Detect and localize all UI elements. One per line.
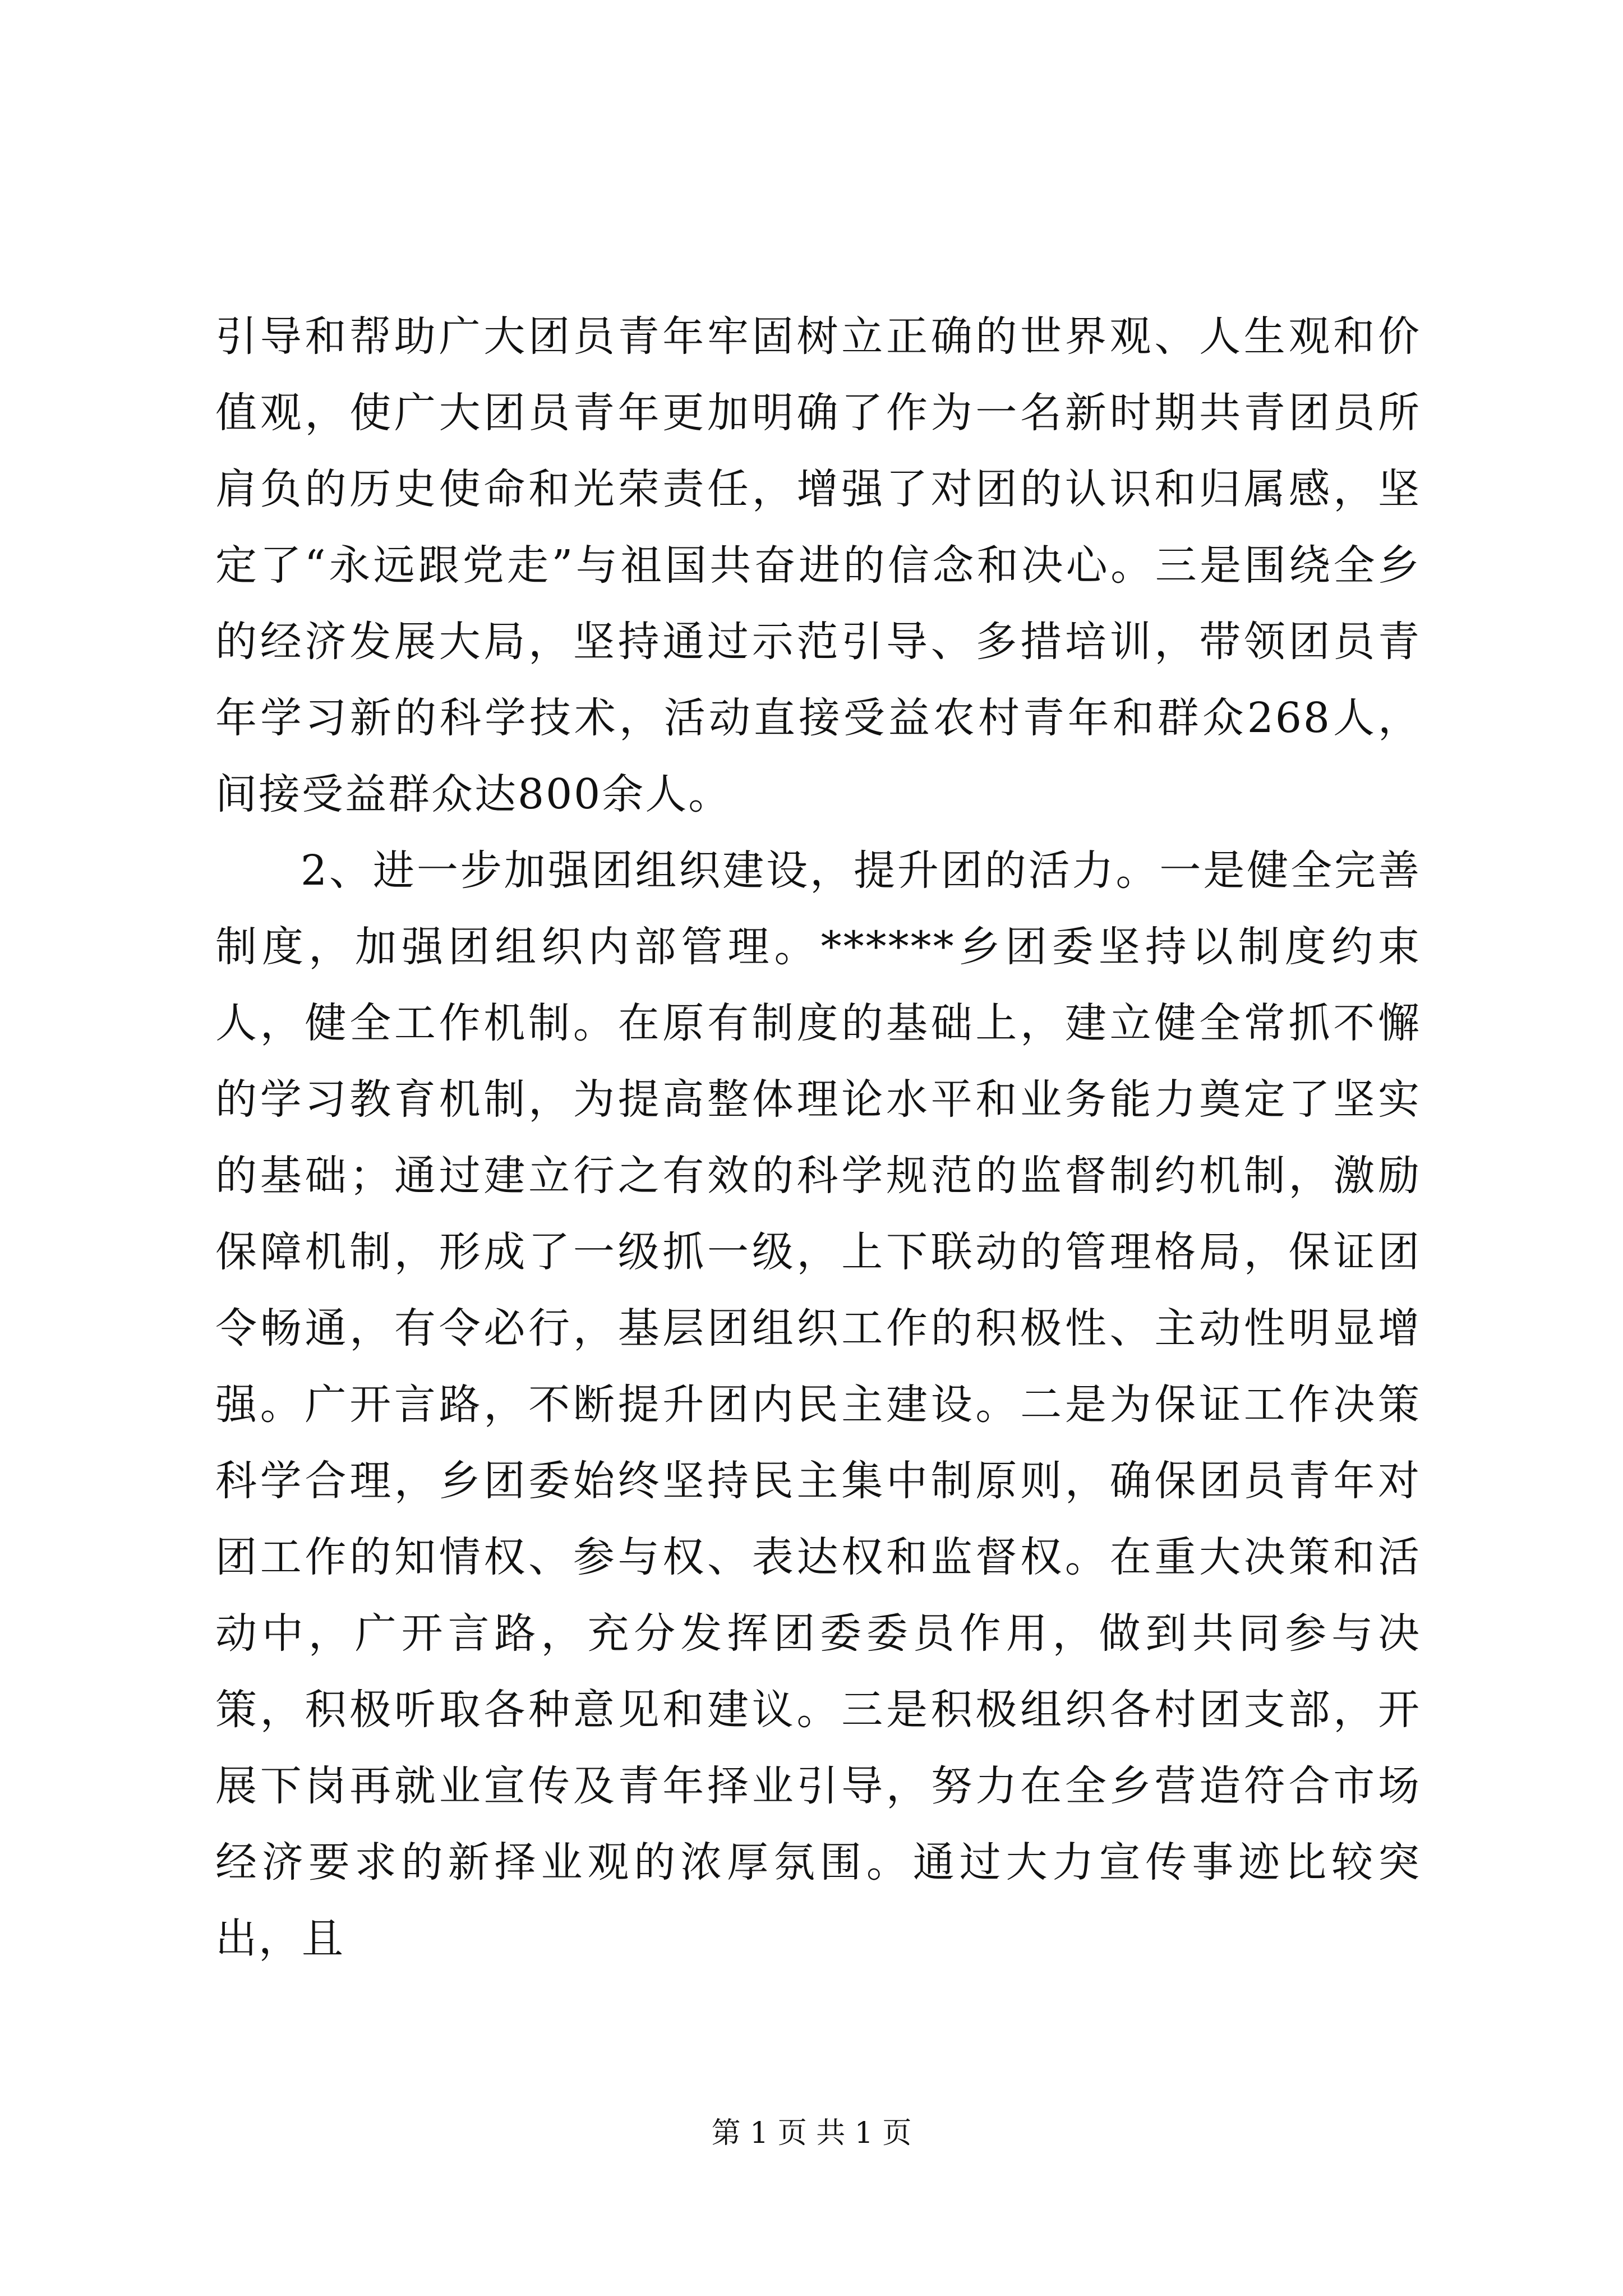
paragraph-continuation: 引导和帮助广大团员青年牢固树立正确的世界观、人生观和价值观，使广大团员青年更加明确了作为一名新时期共青团员所肩负的历史使命和光荣责任，增强了对团的认识和归属感，坚定了“永远跟党走”与祖国共奋进的信念和决心。三是围绕全乡的经济发展大局，坚持通过示范引导、多措培训，带领团员青年学习新的科学技术，活动直接受益农村青年和群众268人，间接受益群众达800余人。	[215, 312, 1421, 818]
page-footer: 第 1 页 共 1 页	[711, 2116, 912, 2150]
paragraph-section-2: 2、进一步加强团组织建设，提升团的活力。一是健全完善制度，加强团组织内部管理。******乡团委坚持以制度约束人，健全工作机制。在原有制度的基础上，建立健全常抓不懈的学习教育机制，为提高整体理论水平和业务能力奠定了坚实的基础；通过建立行之有效的科学规范的监督制约机制，激励保障机制，形成了一级抓一级，上下联动的管理格局，保证团令畅通，有令必行，基层团组织工作的积极性、主动性明显增强。广开言路，不断提升团内民主建设。二是为保证工作决策科学合理，乡团委始终坚持民主集中制原则，确保团员青年对团工作的知情权、参与权、表达权和监督权。在重大决策和活动中，广开言路，充分发挥团委委员作用，做到共同参与决策，积极听取各种意见和建议。三是积极组织各村团支部，开展下岗再就业宣传及青年择业引导，努力在全乡营造符合市场经济要求的新择业观的浓厚氛围。通过大力宣传事迹比较突出，且	[215, 846, 1421, 1963]
document-body	[215, 298, 1421, 1977]
